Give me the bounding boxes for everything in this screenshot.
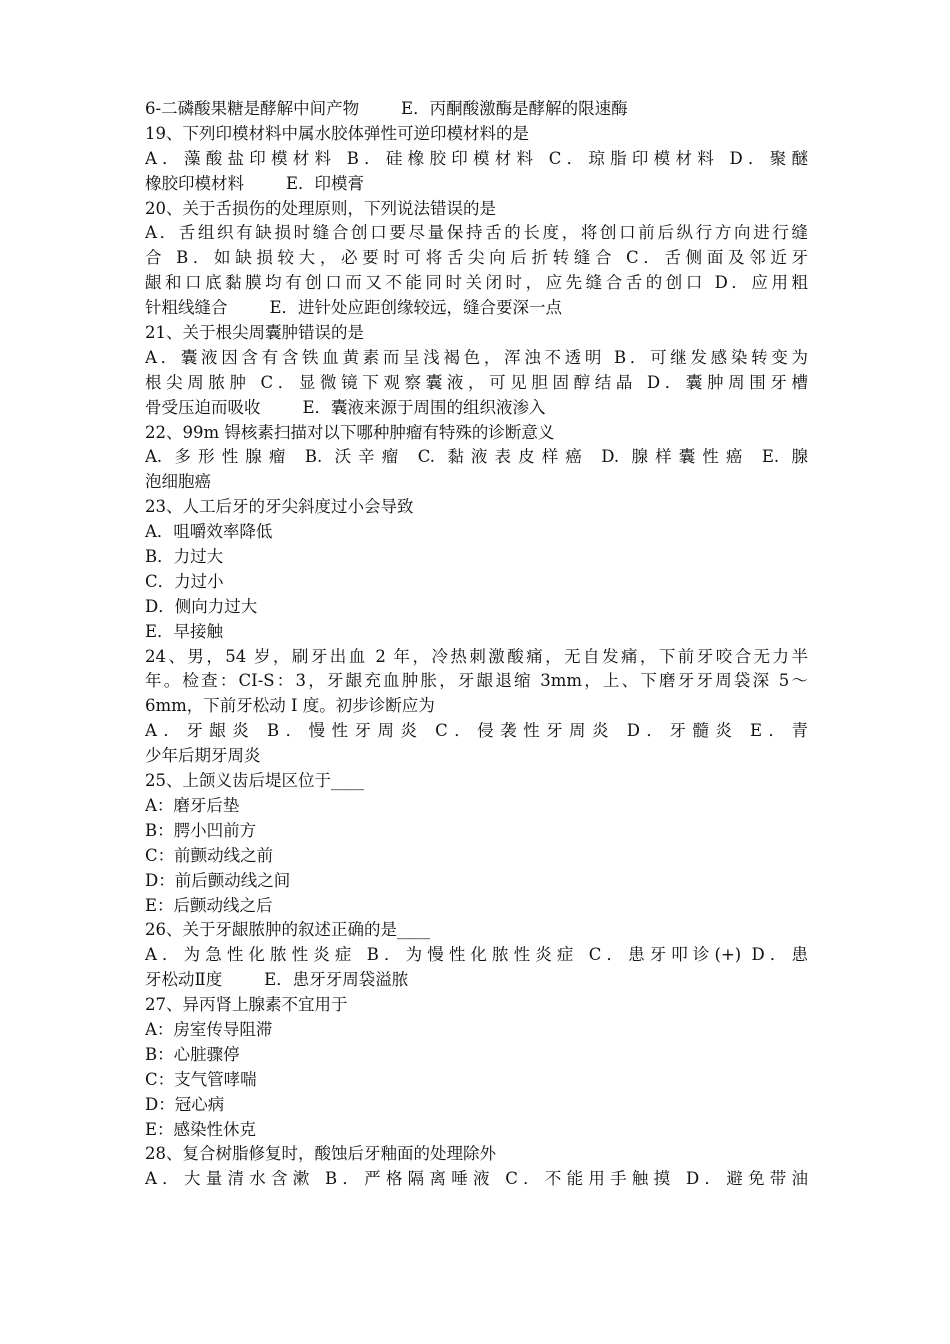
text-line: 橡胶印模材料 E．印模膏 — [145, 173, 365, 193]
text-line: 23、人工后牙的牙尖斜度过小会导致 — [145, 497, 414, 517]
text-line: 骨受压迫而吸收 E．囊液来源于周围的组织液渗入 — [145, 397, 546, 417]
text-line: 龈和口底黏膜均有创口而又不能同时关闭时，应先缝合舌的创口 D．应用粗 — [145, 273, 808, 293]
text-line: 泡细胞癌 — [145, 472, 211, 492]
text-line: 年。检查：CI-S：3，牙龈充血肿胀，牙龈退缩 3mm，上、下磨牙牙周袋深 5～ — [145, 671, 808, 691]
text-line: 22、99m 锝核素扫描对以下哪种肿瘤有特殊的诊断意义 — [145, 422, 555, 442]
text-line: 针粗线缝合 E．进针处应距创缘较远，缝合要深一点 — [145, 298, 563, 318]
document-page — [145, 97, 808, 1192]
text-line: 21、关于根尖周囊肿错误的是 — [145, 323, 364, 343]
text-line: A．舌组织有缺损时缝合创口要尽量保持舌的长度，将创口前后纵行方向进行缝 — [145, 223, 808, 243]
text-line: C．力过小 — [145, 571, 224, 591]
text-line: 27、异丙肾上腺素不宜用于 — [145, 995, 348, 1015]
text-line: B．力过大 — [145, 547, 224, 567]
text-line: 26、关于牙龈脓肿的叙述正确的是____ — [145, 920, 430, 940]
text-line: D：冠心病 — [145, 1094, 225, 1114]
text-line: E：感染性休克 — [145, 1119, 257, 1139]
text-line: 少年后期牙周炎 — [145, 746, 261, 766]
text-line: C：支气管哮喘 — [145, 1069, 257, 1089]
text-line: A．咀嚼效率降低 — [145, 522, 273, 542]
text-line: A．藻酸盐印模材料 B．硅橡胶印模材料 C．琼脂印模材料 D．聚醚 — [145, 148, 808, 168]
text-line: A：房室传导阻滞 — [145, 1019, 273, 1039]
text-line: E：后颤动线之后 — [145, 895, 273, 915]
text-line: 合 B．如缺损较大，必要时可将舌尖向后折转缝合 C．舌侧面及邻近牙 — [145, 248, 808, 268]
text-line: 6-二磷酸果糖是酵解中间产物 E．丙酮酸激酶是酵解的限速酶 — [145, 99, 628, 118]
text-line: A．囊液因含有含铁血黄素而呈浅褐色，浑浊不透明 B．可继发感染转变为 — [145, 347, 808, 367]
text-line: A．大量清水含漱 B．严格隔离唾液 C．不能用手触摸 D．避免带油 — [145, 1169, 808, 1189]
text-line: B：心脏骤停 — [145, 1044, 240, 1064]
text-line: 6mm，下前牙松动 I 度。初步诊断应为 — [145, 696, 435, 716]
text-line: A．牙龈炎 B．慢性牙周炎 C．侵袭性牙周炎 D．牙髓炎 E．青 — [145, 721, 808, 741]
text-line: 28、复合树脂修复时，酸蚀后牙釉面的处理除外 — [145, 1144, 496, 1164]
text-line: D．侧向力过大 — [145, 596, 258, 616]
text-line: 20、关于舌损伤的处理原则，下列说法错误的是 — [145, 198, 496, 218]
text-line: 牙松动Ⅱ度 E．患牙牙周袋溢脓 — [145, 970, 409, 990]
text-line: 24、男，54 岁，刷牙出血 2 年，冷热刺激酸痛，无自发痛，下前牙咬合无力半 — [145, 646, 808, 666]
text-line: A. 多形性腺瘤 B. 沃辛瘤 C. 黏液表皮样癌 D. 腺样囊性癌 E. 腺 — [145, 447, 808, 467]
text-line: C：前颤动线之前 — [145, 845, 274, 865]
text-line: B：腭小凹前方 — [145, 820, 257, 840]
text-line: 25、上颌义齿后堤区位于____ — [145, 771, 364, 791]
text-line: D：前后颤动线之间 — [145, 870, 291, 890]
text-line: 根尖周脓肿 C．显微镜下观察囊液，可见胆固醇结晶 D．囊肿周围牙槽 — [145, 372, 808, 392]
text-line: 19、下列印模材料中属水胶体弹性可逆印模材料的是 — [145, 123, 529, 143]
text-line: A：磨牙后垫 — [145, 795, 240, 815]
text-line: E．早接触 — [145, 621, 224, 641]
text-line: A．为急性化脓性炎症 B．为慢性化脓性炎症 C．患牙叩诊(+) D．患 — [145, 945, 808, 965]
